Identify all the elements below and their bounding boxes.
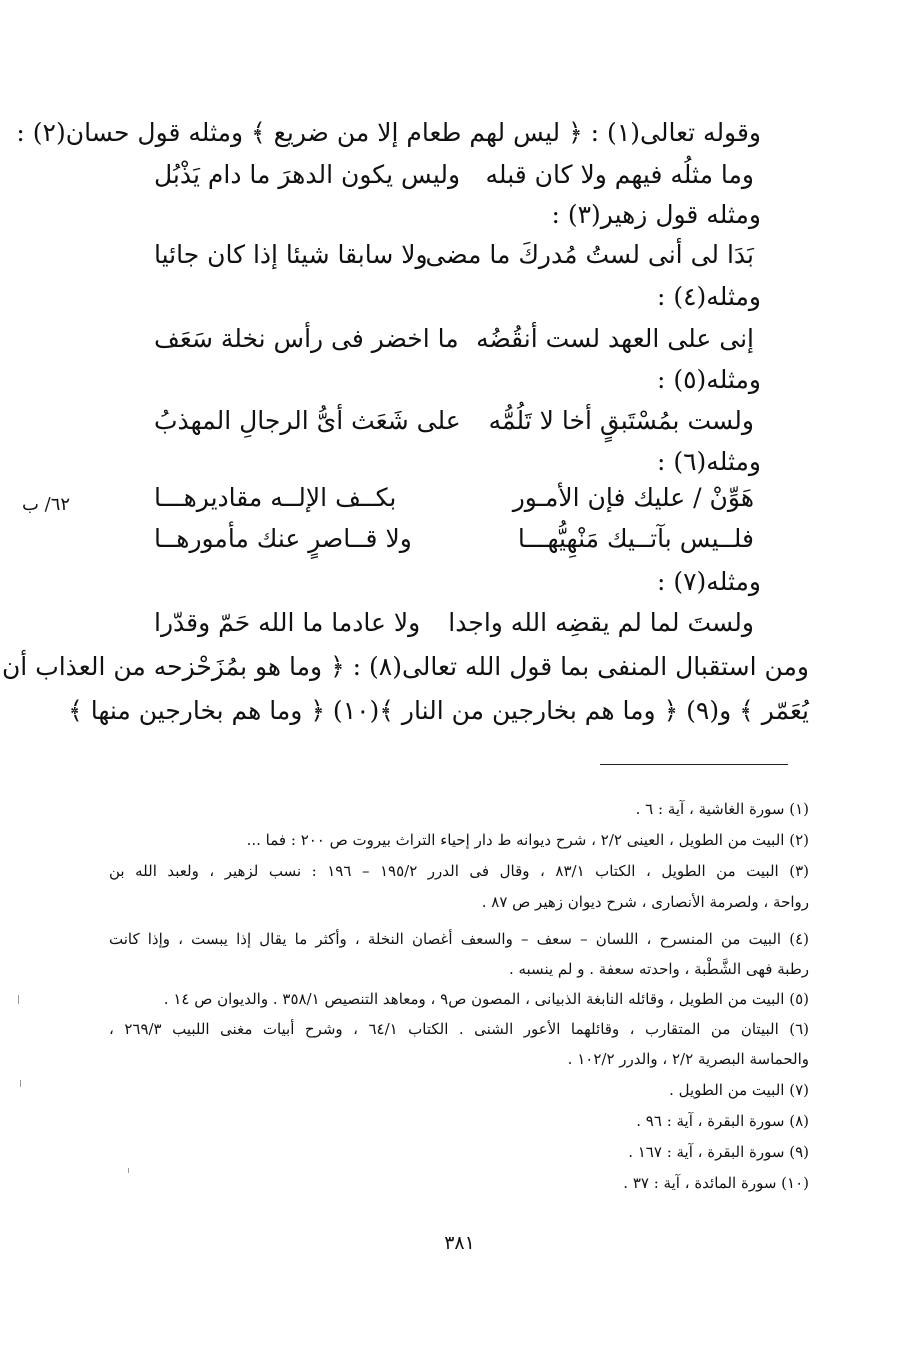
verse-4 <box>154 406 754 444</box>
footnote-9: (٩) سورة البقرة ، آية : ١٦٧ . <box>628 1143 809 1161</box>
body-line-1: وقوله تعالى(١) : ﴿ ليس لهم طعام إلا من ضريع ﴾ ومثله قول حسان(٢) : <box>16 118 761 147</box>
footnote-6-continued: والحماسة البصرية ٢/٢ ، والدرر ١٠٢/٢ . <box>567 1050 809 1068</box>
verse-2-second-hemistich: ولا سابقا شيئا إذا كان جائيا <box>154 240 428 269</box>
scan-speck <box>18 995 19 1004</box>
footnote-5: (٥) البيت من الطويل ، وقائله النابغة الذبيانى ، المصون ص٩ ، ومعاهد التنصيص ٣٥٨/١ . والديوان ص ١٤ . <box>163 990 809 1008</box>
footnote-10: (١٠) سورة المائدة ، آية : ٣٧ . <box>623 1174 809 1192</box>
verse-7-first-hemistich: ولستَ لما لم يقضِه الله واجدا <box>448 608 754 637</box>
verse-2 <box>154 240 754 278</box>
footnote-6: (٦) البيتان من المتقارب ، وقائلهما الأعور الشنى . الكتاب ٦٤/١ ، وشرح أبيات مغنى اللبيب ٢٦٩/٣ ، <box>109 1020 810 1038</box>
verse-1-first-hemistich: وما مثلُه فيهم ولا كان قبله <box>485 160 754 189</box>
verse-7 <box>154 608 754 646</box>
verse-3-first-hemistich: إنى على العهد لست أنقُضُه <box>476 324 754 353</box>
footnote-4: (٤) البيت من المنسرح ، اللسان – سعف – والسعف أغصان النخلة ، وأكثر ما يقال إذا يبست ، وإذا كانت <box>109 930 809 948</box>
verse-5-second-hemistich: بكــف الإلــه مقاديرهـــا <box>154 483 397 512</box>
verse-1-second-hemistich: وليس يكون الدهرَ ما دام يَذْبُل <box>154 160 461 189</box>
verse-6-first-hemistich: فلــيس بآتــيك مَنْهِيُّهـــا <box>517 524 754 553</box>
verse-2-first-hemistich: بَدَا لى أنى لستُ مُدركَ ما مضى <box>425 240 754 269</box>
body-paragraph-line-1: ومن استقبال المنفى بما قول الله تعالى(٨) : ﴿ وما هو بمُزَحْزحه من العذاب أن <box>1 652 809 681</box>
verse-5-first-hemistich: هَوِّنْ / عليك فإن الأمـور <box>512 483 754 512</box>
body-line-3: ومثله(٤) : <box>656 282 761 311</box>
margin-folio-note: ٦٢/ ب <box>22 494 71 515</box>
verse-6 <box>154 524 754 562</box>
footnote-8: (٨) سورة البقرة ، آية : ٩٦ . <box>636 1112 809 1130</box>
verse-3 <box>154 324 754 362</box>
footnote-4-continued: رطبة فهى الشَّطْبة ، واحدته سعفة . و لم ينسبه . <box>508 960 809 978</box>
body-paragraph-line-2: يُعَمّر ﴾ و(٩) ﴿ وما هم بخارجين من النار ﴾(١٠) ﴿ وما هم بخارجين منها ﴾ <box>68 696 809 725</box>
verse-1 <box>154 160 754 198</box>
body-line-6: ومثله(٧) : <box>656 567 761 596</box>
verse-7-second-hemistich: ولا عادما ما الله حَمّ وقدّرا <box>154 608 421 637</box>
scan-speck <box>128 1168 129 1173</box>
verse-6-second-hemistich: ولا قــاصرٍ عنك مأمورهــا <box>154 524 412 553</box>
footnote-2: (٢) البيت من الطويل ، العينى ٢/٢ ، شرح ديوانه ط دار إحياء التراث بيروت ص ٢٠٠ : فما ... <box>246 831 809 849</box>
verse-4-second-hemistich: على شَعَث أىُّ الرجالِ المهذبُ <box>154 406 461 435</box>
verse-5 <box>154 483 754 521</box>
body-line-4: ومثله(٥) : <box>656 365 761 394</box>
verse-4-first-hemistich: ولست بمُسْتَبقٍ أخا لا تَلُمُّه <box>488 406 754 435</box>
footnote-3: (٣) البيت من الطويل ، الكتاب ٨٣/١ ، وقال فى الدرر ١٩٥/٢ – ١٩٦ : نسب لزهير ، ولعبد الله بن <box>109 862 809 880</box>
footnote-3-continued: رواحة ، ولصرمة الأنصارى ، شرح ديوان زهير ص ٨٧ . <box>481 893 809 911</box>
footnote-1: (١) سورة الغاشية ، آية : ٦ . <box>635 800 809 818</box>
body-line-2: ومثله قول زهير(٣) : <box>551 200 761 229</box>
verse-3-second-hemistich: ما اخضر فى رأس نخلة سَعَف <box>154 324 459 353</box>
page-number: ٣٨١ <box>444 1232 475 1254</box>
scan-speck <box>20 1080 21 1087</box>
footnote-separator <box>600 764 788 765</box>
footnote-7: (٧) البيت من الطويل . <box>669 1081 809 1099</box>
body-line-5: ومثله(٦) : <box>656 447 761 476</box>
